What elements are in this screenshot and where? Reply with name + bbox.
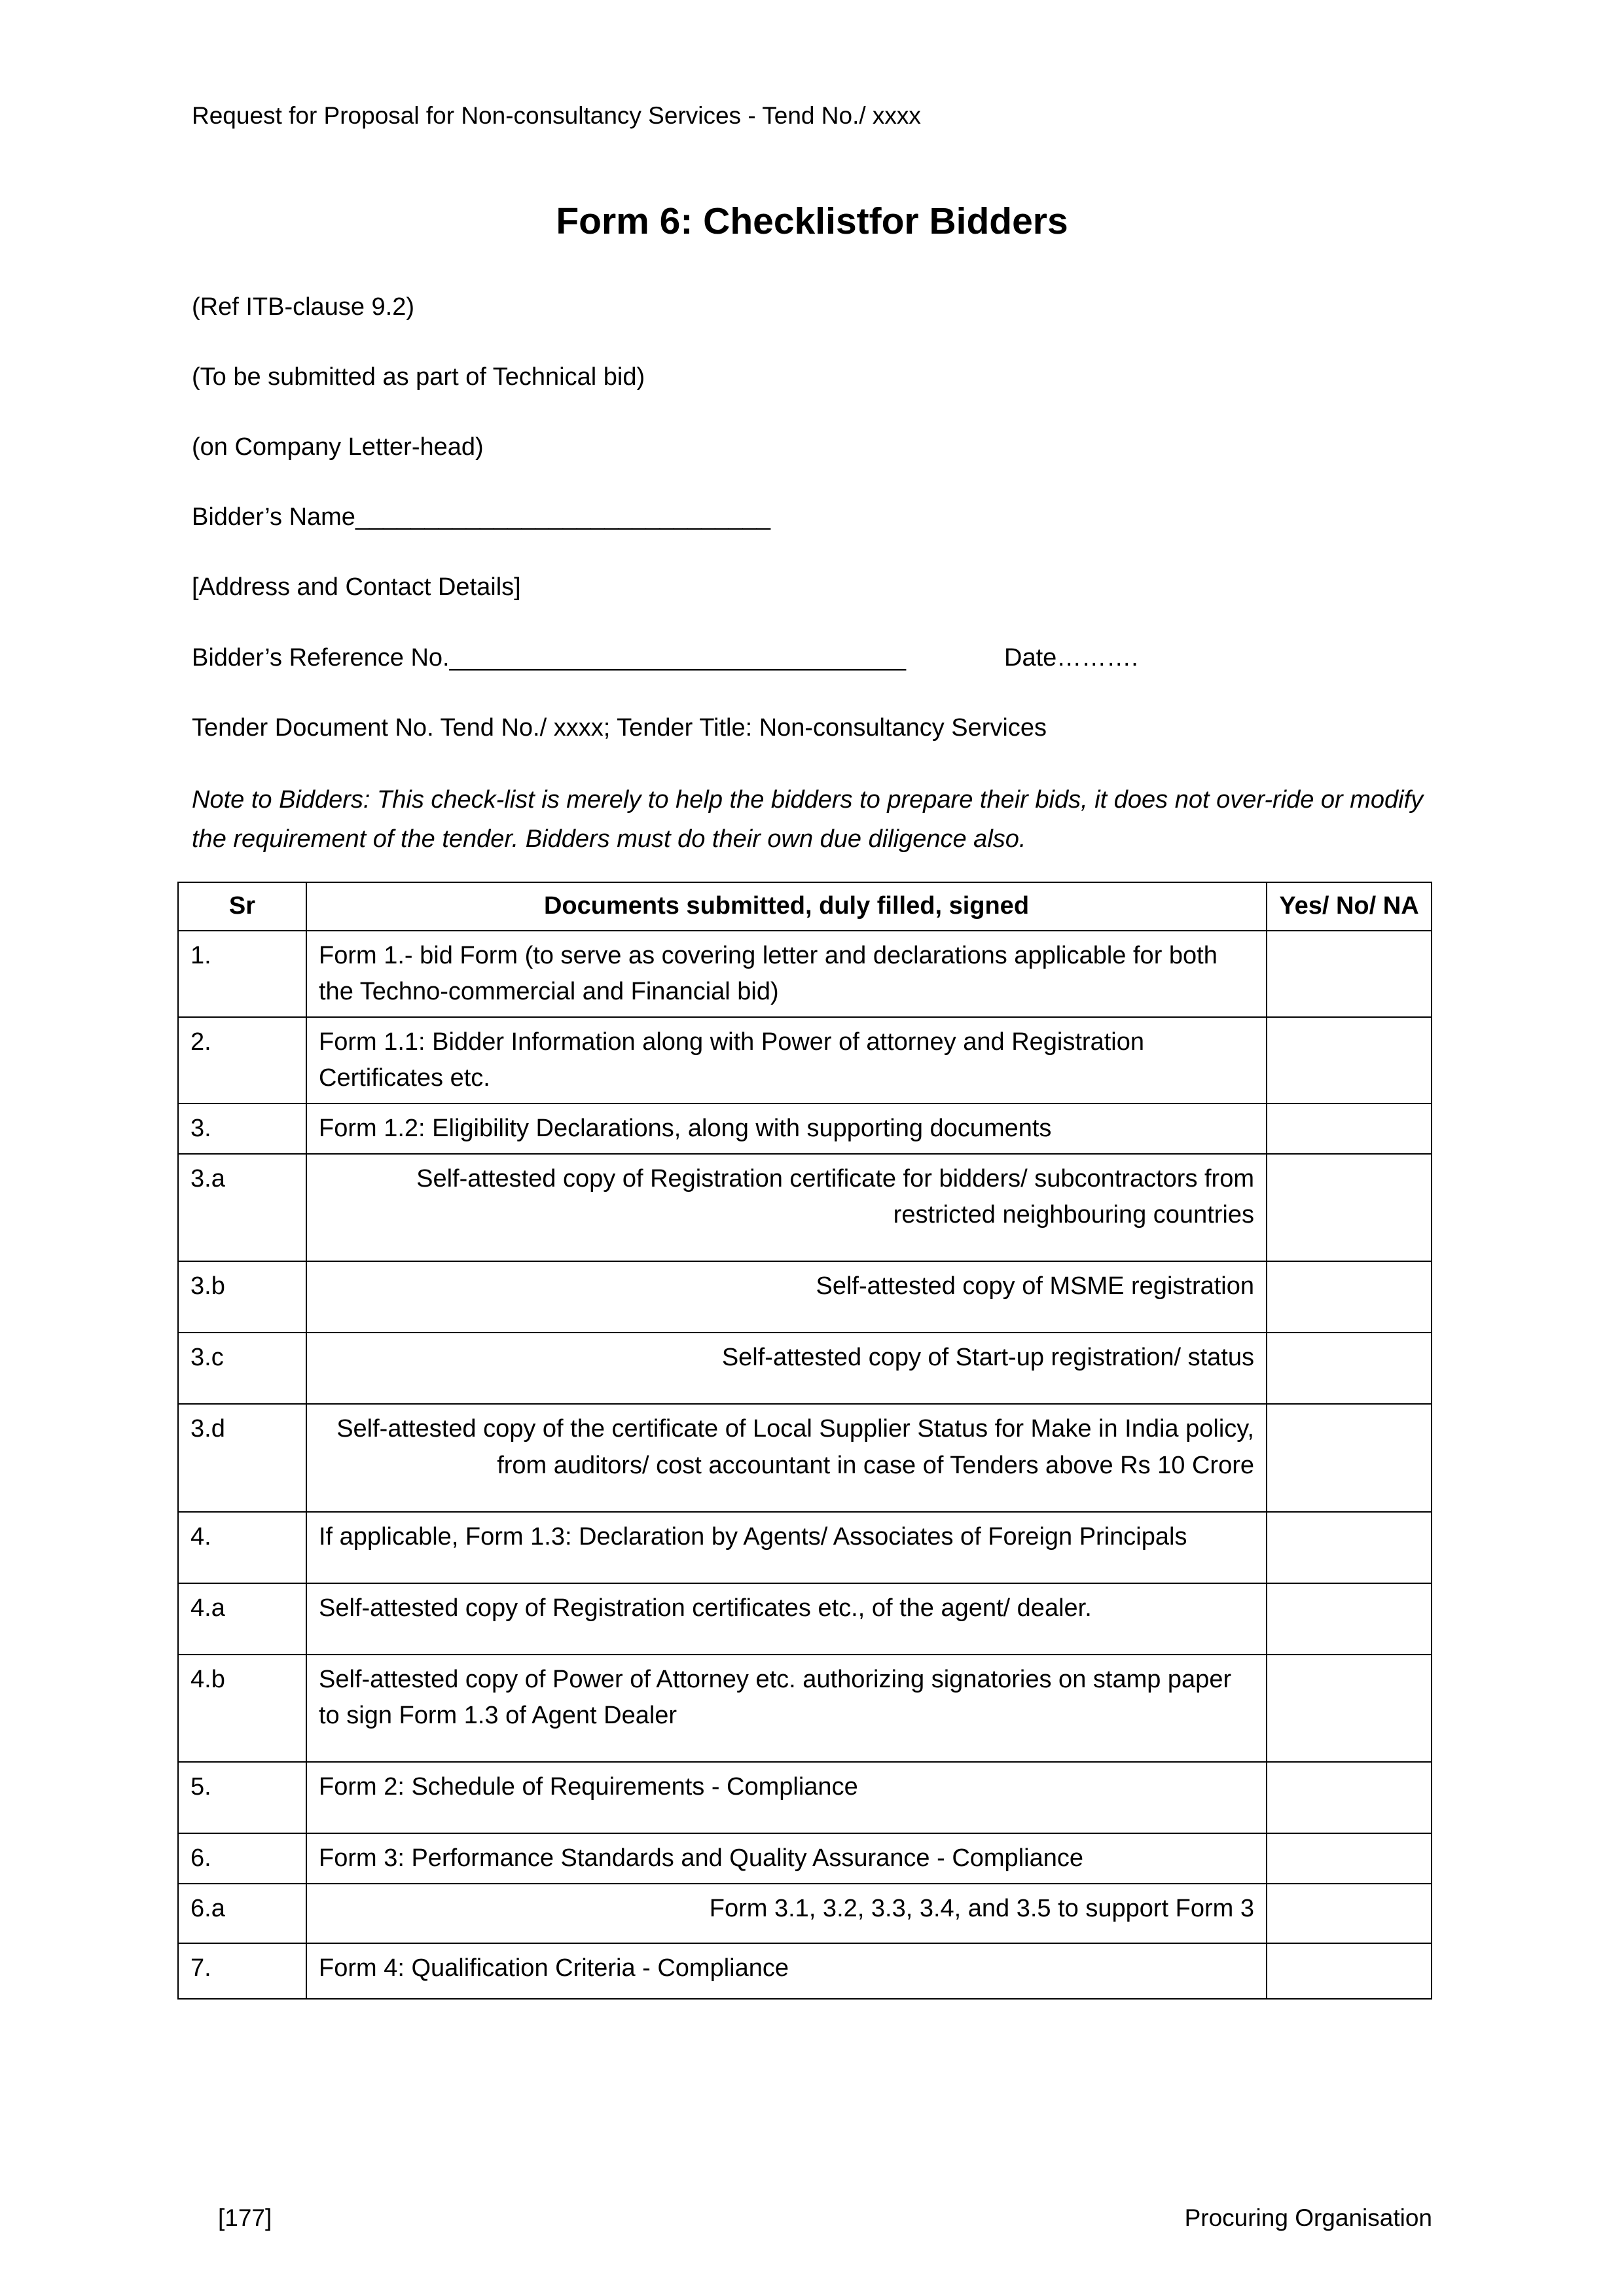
sr-cell: 3.c (178, 1333, 306, 1404)
answer-cell (1267, 1154, 1432, 1261)
bidder-name-blank: ______________________________ (355, 503, 770, 531)
table-row (178, 1512, 1432, 1583)
answer-cell (1267, 1943, 1432, 1999)
address-line: [Address and Contact Details] (192, 573, 521, 601)
footer-organisation: Procuring Organisation (1184, 2204, 1432, 2232)
answer-cell (1267, 1512, 1432, 1583)
letterhead-note: (on Company Letter-head) (192, 433, 484, 461)
tender-line: Tender Document No. Tend No./ xxxx; Tender Title: Non-consultancy Services (192, 713, 1047, 742)
answer-cell (1267, 931, 1432, 1017)
description-cell: Self-attested copy of Registration certificates etc., of the agent/ dealer. (306, 1583, 1267, 1655)
table-row (178, 1333, 1432, 1404)
description-cell: Form 3: Performance Standards and Quality Assurance - Compliance (306, 1833, 1267, 1884)
answer-cell (1267, 1583, 1432, 1655)
sr-cell: 4.b (178, 1655, 306, 1762)
description-cell: Self-attested copy of MSME registration (306, 1261, 1267, 1333)
sr-cell: 6.a (178, 1884, 306, 1943)
answer-cell (1267, 1333, 1432, 1404)
reference-label: Bidder’s Reference No. (192, 643, 450, 672)
checklist-head (178, 882, 1432, 930)
table-row (178, 931, 1432, 1017)
header-sr: Sr (178, 882, 306, 930)
description-cell: Self-attested copy of Start-up registration/ status (306, 1333, 1267, 1404)
answer-cell (1267, 1655, 1432, 1762)
answer-cell (1267, 1762, 1432, 1833)
answer-cell (1267, 1404, 1432, 1511)
sr-cell: 6. (178, 1833, 306, 1884)
note-to-bidders: Note to Bidders: This check-list is merely to help the bidders to prepare their bids, it does not over-ride or modify the requirement of the tender. Bidders must do their own due diligence also. (192, 785, 1424, 853)
checklist-table (177, 882, 1432, 2000)
table-row (178, 1655, 1432, 1762)
description-cell: Form 3.1, 3.2, 3.3, 3.4, and 3.5 to support Form 3 (306, 1884, 1267, 1943)
table-row (178, 1762, 1432, 1833)
sr-cell: 4. (178, 1512, 306, 1583)
description-cell: Self-attested copy of Registration certificate for bidders/ subcontractors from restricted neighbouring countries (306, 1154, 1267, 1261)
table-row (178, 1154, 1432, 1261)
answer-cell (1267, 1833, 1432, 1884)
description-cell: Self-attested copy of Power of Attorney etc. authorizing signatories on stamp paper to sign Form 1.3 of Agent Dealer (306, 1655, 1267, 1762)
answer-cell (1267, 1884, 1432, 1943)
description-cell: Form 1.2: Eligibility Declarations, along with supporting documents (306, 1103, 1267, 1154)
bidder-name-label: Bidder’s Name (192, 503, 355, 531)
description-cell: Form 1.- bid Form (to serve as covering letter and declarations applicable for both the Techno-commercial and Financial bid) (306, 931, 1267, 1017)
description-cell: If applicable, Form 1.3: Declaration by Agents/ Associates of Foreign Principals (306, 1512, 1267, 1583)
page-footer (192, 2200, 1432, 2236)
reference-row (192, 640, 1432, 676)
answer-cell (1267, 1017, 1432, 1103)
sr-cell: 3. (178, 1103, 306, 1154)
checklist-body (178, 931, 1432, 2000)
sr-cell: 4.a (178, 1583, 306, 1655)
header-yes-no-na: Yes/ No/ NA (1267, 882, 1432, 930)
date-label: Date………. (1004, 643, 1138, 672)
header-documents: Documents submitted, duly filled, signed (306, 882, 1267, 930)
sr-cell: 5. (178, 1762, 306, 1833)
header-row (178, 882, 1432, 930)
page-number: [177] (218, 2204, 272, 2232)
sr-cell: 3.a (178, 1154, 306, 1261)
table-row (178, 1943, 1432, 1999)
table-row (178, 1103, 1432, 1154)
table-row (178, 1884, 1432, 1943)
answer-cell (1267, 1261, 1432, 1333)
running-header: Request for Proposal for Non-consultancy Services - Tend No./ xxxx (192, 102, 921, 129)
table-row (178, 1017, 1432, 1103)
sr-cell: 7. (178, 1943, 306, 1999)
sr-cell: 2. (178, 1017, 306, 1103)
reference-blank: _________________________________ (449, 643, 907, 672)
description-cell: Form 2: Schedule of Requirements - Compliance (306, 1762, 1267, 1833)
table-row (178, 1583, 1432, 1655)
description-cell: Self-attested copy of the certificate of Local Supplier Status for Make in India policy, from auditors/ cost accountant in case of Tenders above Rs 10 Crore (306, 1404, 1267, 1511)
form-title: Form 6: Checklistfor Bidders (556, 200, 1068, 242)
sr-cell: 3.b (178, 1261, 306, 1333)
ref-clause: (Ref ITB-clause 9.2) (192, 293, 414, 321)
description-cell: Form 1.1: Bidder Information along with Power of attorney and Registration Certificates etc. (306, 1017, 1267, 1103)
table-row (178, 1404, 1432, 1511)
description-cell: Form 4: Qualification Criteria - Compliance (306, 1943, 1267, 1999)
submit-note: (To be submitted as part of Technical bid) (192, 363, 645, 391)
bidder-name-line (192, 499, 1432, 535)
sr-cell: 1. (178, 931, 306, 1017)
answer-cell (1267, 1103, 1432, 1154)
table-row (178, 1261, 1432, 1333)
sr-cell: 3.d (178, 1404, 306, 1511)
table-row (178, 1833, 1432, 1884)
